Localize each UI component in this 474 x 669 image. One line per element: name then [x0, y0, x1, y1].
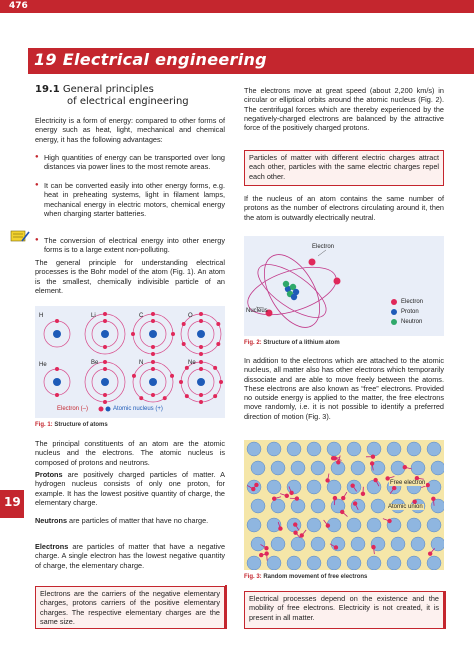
- figure-free-electrons: [244, 440, 444, 570]
- principal-paragraph: The principal constituents of an atom are the atomic nucleus and the electrons. The atomic nucleus is composed of protons and neutrons.: [35, 439, 225, 467]
- atom-label-o: O: [188, 313, 193, 319]
- legend-electron-dot: [391, 299, 397, 305]
- section-title-line2: of electrical engineering: [67, 96, 189, 107]
- charges-note-box: Electrons are the carriers of the negative elementary charges, protons carriers of the positive elementary charges. The respective elementary charges are the same size.: [35, 586, 225, 629]
- chapter-title: 19 Electrical engineering: [34, 50, 267, 69]
- label-free-electron: Free electron: [390, 480, 426, 486]
- atom-label-ne: Ne: [188, 360, 196, 366]
- fig1-caption: Fig. 1: Structure of atoms: [35, 422, 108, 428]
- legend-nucleus-dot: [106, 407, 111, 412]
- legend-neutron: Neutron: [401, 319, 423, 325]
- fig3-caption: Fig. 3: Random movement of free electrons: [244, 574, 368, 580]
- chapter-side-tab-label: 19: [4, 495, 21, 509]
- box-accent-bar: [225, 585, 227, 629]
- legend-nucleus: Atomic nucleus (+): [113, 406, 163, 412]
- legend-neutron-dot: [391, 319, 397, 325]
- free-electron-note-box: Electrical processes depend on the existence and the mobility of free electrons. Electricity is not created, it is present in all matter.: [244, 591, 444, 629]
- atom-label-be: Be: [91, 360, 99, 366]
- protons-paragraph: Protons are positively charged particles of matter. A hydrogen nucleus consists of only one proton, for example. It has the lowest positive quantity of charge, the elementary charge.: [35, 470, 225, 507]
- bullet-item: ● It can be converted easily into other energy forms, e.g. heat in preheating systems, light in filament lamps, mechanical energy in electric motors, chemical energy when charging starter batteries.: [35, 181, 225, 218]
- orbit-paragraph: The electrons move at great speed (about 2,200 km/s) in circular or elliptical orbits around the atomic nucleus (Fig. 2). The centrifugal forces which are thereby experienced by the negatively-charged electrons are balanced by the attractive force of the positively charged protons.: [244, 86, 444, 133]
- bullet-item: ● High quantities of energy can be transported over long distances via power lines to the most remote areas.: [35, 153, 225, 172]
- legend-proton: Proton: [401, 309, 419, 315]
- fig2-caption: Fig. 2: Structure of a lithium atom: [244, 340, 340, 346]
- label-electron: Electron: [312, 244, 335, 250]
- bullet-item: ● The conversion of electrical energy into other energy forms is to a large extent non-polluting.: [35, 236, 225, 255]
- box-accent-bar: [444, 591, 446, 629]
- atom-label-h: H: [39, 313, 44, 319]
- section-number: 19.1: [35, 84, 60, 95]
- legend-electron: Electron (–): [57, 406, 89, 412]
- atom-label-c: C: [139, 313, 144, 319]
- legend-electron: Electron: [401, 299, 424, 305]
- page-number: 476: [9, 1, 28, 11]
- note-pen-icon: [10, 229, 30, 245]
- label-nucleus: Nucleus: [246, 308, 268, 314]
- label-atomic-union: Atomic union: [388, 504, 423, 510]
- figure-lithium-atom: [244, 236, 444, 336]
- page-header-bar: [0, 0, 474, 13]
- section-heading: [35, 84, 189, 108]
- neutral-paragraph: If the nucleus of an atom contains the same number of protons as the number of electrons circulating around it, then the atom is outwardly electrically neutral.: [244, 194, 444, 222]
- attraction-note-box: Particles of matter with different electric charges attract each other, particles with the same electric charges repel each other.: [244, 150, 444, 186]
- atom-label-li: Li: [91, 313, 96, 319]
- bohr-paragraph: The general principle for understanding electrical processes is the Bohr model of the atom (Fig. 1). An atom is the smallest, chemically indivisible particle of an element.: [35, 258, 225, 295]
- legend-proton-dot: [391, 309, 397, 315]
- electrons-paragraph: Electrons are particles of matter that have a negative charge. A single electron has the lowest negative quantity of charge, the elementary charge.: [35, 542, 225, 570]
- section-title-line1: General principles: [62, 84, 154, 95]
- atom-label-n: N: [139, 360, 144, 366]
- free-electrons-paragraph: In addition to the electrons which are attached to the atomic nucleus, all matter also has other electrons which temporarily dissociate and are able to move freely between the atoms. These electrons are also known as “free” electrons. Provided no outside energy is applied to the matter, the free electrons move randomly, i.e. it is not possible to identify a preferred direction of motion (Fig. 3).: [244, 356, 444, 421]
- legend-electron-dot: [99, 407, 104, 412]
- neutrons-paragraph: Neutrons are particles of matter that have no charge.: [35, 516, 209, 525]
- figure-atoms: [35, 306, 225, 418]
- atoms-diagram: [35, 306, 225, 418]
- intro-paragraph: Electricity is a form of energy: compared to other forms of energy such as heat, light, mechanical and chemical energy, it has the following advantages:: [35, 116, 225, 144]
- atom-label-he: He: [39, 362, 47, 368]
